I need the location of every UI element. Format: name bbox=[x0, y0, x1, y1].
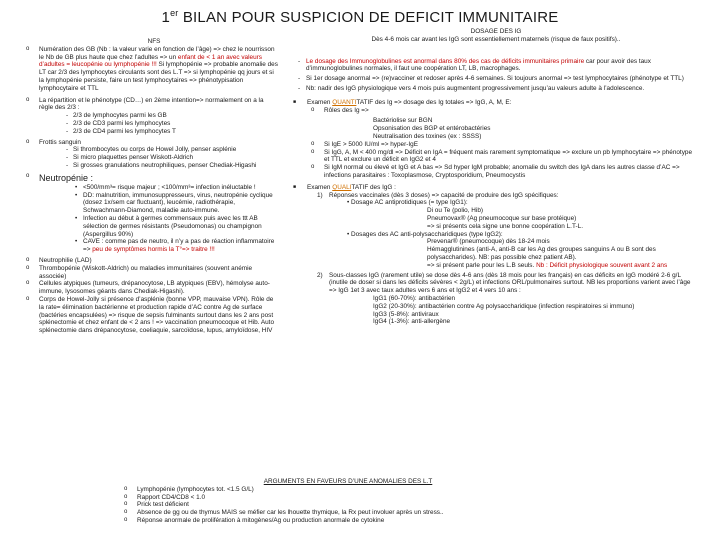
dosage-note: - Le dosage des Immunoglobulines est anormal dans 80% des cas de déficits immunitaires primaire car pour avoir des taux d’immunoglobulines normales, il faut une coopération LT, LB, macrophages. bbox=[298, 58, 694, 74]
left-column bbox=[30, 38, 278, 335]
left-tail-item: o Thrombopénie (Wiskott-Aldrich) ou maladies immunitaires (souvent anémie associée) bbox=[30, 265, 278, 281]
page-title: 1er BILAN POUR SUSPICION DE DEFICIT IMMUNITAIRE bbox=[161, 8, 559, 26]
lt-arguments-heading: ARGUMENTS EN FAVEURS D’UNE ANOMALIES DES L.T bbox=[263, 478, 433, 485]
list-item: o Absence de gg ou de thymus MAIS se méfier car les lhouette thymique, la Rx peut involuer après un stress.. bbox=[128, 509, 568, 517]
dosage-text: Dès 4-6 mois car avant les IgG sont essentiellement maternels (risque de faux positifs).. bbox=[371, 35, 621, 43]
quantitatif-section: ■ Examen QUANTITATIF des Ig => dosage des Ig totales => IgG, A, M, E: o Rôles des Ig => Bactériolise sur BGN Opsonisation des BGP et entérobactéries Neutralisation des toxines (ex : SSSS) o Si IgE > 5000 IU/ml => hyper-IgE o Si IgG, A, M < 400 mg/dl => Déficit en IgA = fréquent mais rarement symptomatique => exclure un pb lymphocytaire => phénotype et TTL et exclure un déficit en IgG2 et 4 o Si IgM normal ou élevé et IgG et A bas => Sd hyper IgM probable; anomalie du switch des IgA dans les autres classe d’AC => infections parasitaires : Toxoplasmose, Cryptosporidium, Pneumocystis bbox=[298, 99, 694, 180]
nfs-heading: NFS bbox=[147, 38, 161, 45]
list-item: o Rapport CD4/CD8 < 1.0 bbox=[128, 494, 568, 502]
roles-heading: o Rôles des Ig => bbox=[315, 107, 694, 115]
list-item: o Lymphopénie (lymphocytes tot. <1.5 G/L) bbox=[128, 486, 568, 494]
repartition-item: o La répartition et le phénotype (CD…) en 2ème intention=> normalement on a la règle des 2/3 : - 2/3 de lymphocytes parmi les GB - 2/3 de CD3 parmi les lymphocytes - 2/3 de CD4 parmi les lymphocytes T bbox=[30, 97, 278, 136]
list-item: o Réponse anormale de prolifération à mitogènes/Ag ou production anormale de cytokine bbox=[128, 517, 568, 525]
left-tail-item: o Cellules atypiques (tumeurs, drépanocytose, LB atypiques (EBV), hémolyse auto-immune, lysosomes géants dans Chediak-Higashi). bbox=[30, 280, 278, 296]
frottis-item: o Frottis sanguin - Si thrombocytes ou corps de Howel Jolly, penser asplénie - Si micro plaquettes penser Wiskott-Aldrich - Si grosses granulations neutrophiliques, penser Chediak-Higashi bbox=[30, 139, 278, 170]
bottom-block bbox=[128, 478, 568, 525]
list-item: o Prick test déficient bbox=[128, 501, 568, 509]
dosage-note: - Si 1er dosage anormal => (re)vacciner et redoser après 4-6 semaines. Si toujours anormal => test lymphocytaires (phénotype et TTL) bbox=[298, 75, 694, 83]
dosage-note: - Nb: nadir des IgG physiologique vers 4 mois puis augmentent progressivement jusqu’au valeurs adulte à l’adolescence. bbox=[298, 85, 694, 93]
qualitatif-section: ■ Examen QUALITATIF des IgG : 1) Réponses vaccinales (dès 3 doses) => capacité de produire des IgG spécifiques: • Dosage AC antiprotidiques (= type IgG1): Di ou Te (polio, Hib) Pneumovax® (Ag pneumocoque sur base protéique) => si présents cela signe une bonne coopération L.T-L. • Dosages des AC anti-polysaccharidiques (type IgG2): Prevenar® (pneumocoque) dès 18-24 mois Hémagglutinines (anti-A, anti-B car les Ag des groupes sanguins A ou B sont des polysaccharides). NB: pas possible chez patient AB). => si présent parle pour les L.B seuls. Nb : Déficit physiologique souvent avant 2 ans 2) Sous-classes IgG (rarement utile) se dose dès 4-6 ans (dès 18 mois pour les français) en cas déficits en IgG modéré 2-6 g/L (inutile de doser si dans les déficits sévères < 2g/L) et infections ORL/pulmonaires surtout. NB les proportions varient avec l’âge => IgG 1et 3 avec taux adultes vers 6 ans et IgG2 et 4 vers 10 ans : IgG1 (60-70%): antibactérien IgG2 (20-30%): antibactérien contre Ag polysaccharidique (infection respiratoires si immuno) IgG3 (5-8%): antiviraux IgG4 (1-3%): anti-allergène bbox=[298, 184, 694, 326]
nfs-item: o Numération des GB (Nb : la valeur varie en fonction de l’âge) => chez le nourrisson le Nb de GB plus haute que chez l’adultes => un enfant de < 1 an avec valeurs d’adultes = leucopénie ou lymphopénie !!! Si lymphopénie => probable anomalie des LT car 2/3 des lymphocytes circulants sont des L.T => si lymphopénie qq jours et si la lymphopénie persiste, faire un test lymphocytaires => phénotypisation lymphocytaire et TTL bbox=[30, 46, 278, 93]
dosage-heading: DOSAGE DES IG bbox=[470, 28, 522, 35]
left-tail-item: o Neutrophilie (LAD) bbox=[30, 257, 278, 265]
right-column bbox=[298, 28, 694, 329]
left-tail-item: o Corps de Howel-Jolly si présence d’asplénie (bonne VPP, mauvaise VPN). Rôle de la rate= élimination bactérienne et production rapide d’AC contre Ag de surface (bactéries encapsulées) => risque de sepsis fulminants surtout dans les 2 ans post splénectomie et chez enfant de < 2 ans ! => vaccination pneumocoque et Hib. Auto splénectomie dans drépanocytose, coeliaquie, sarcoïdose, lupus, amyloïdose, HIV bbox=[30, 296, 278, 335]
neutropenie-item: o Neutropénie : • <500/mm³= risque majeur ; <100/mm³= infection inéluctable ! • DD: malnutrition, immunosuppresseurs, virus, neutropénie cyclique (dosez 1x/sem car fluctuant), leucémie, radiothérapie, Schwachmann-Diamond, maladie auto-immune. • Infection au début à germes commensaux puis avec les ttt AB sélection de germes résistants (Pseudomonas) ou champignon (Aspergillus 90%) • CAVE : comme pas de neutro, il n’y a pas de réaction inflammatoire => peu de symptômes hormis la T°=> traitre !!! bbox=[30, 173, 278, 254]
